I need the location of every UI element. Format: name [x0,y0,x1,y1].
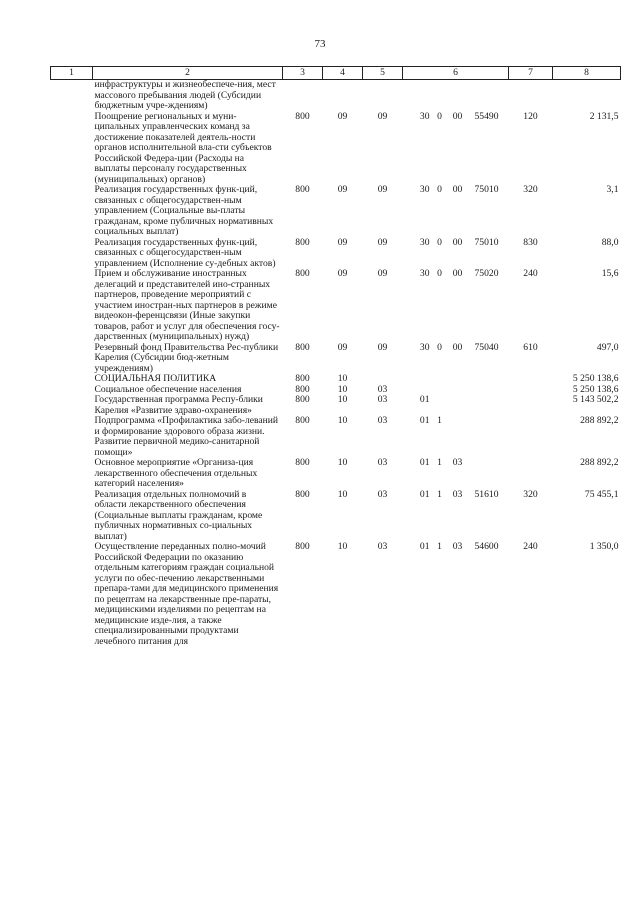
cell-name: Реализация отдельных полномочий в области лекарственного обеспечения (Социальные выплаты гражданам, кроме публичных нормативных со-циальных выплат) [94,488,263,542]
cell-amount: 75 455,1 [584,488,619,500]
cell-col-4: 09 [337,184,348,195]
cell-col-4: 09 [337,236,348,248]
cell-amount: 5 250 138,6 [572,383,619,395]
cell-col-6-part-2: 0 [437,341,442,353]
cell-col-3: 800 [295,457,310,468]
cell-col-7: 610 [523,341,538,353]
table-body [51,80,621,648]
cell-name: Реализация государственных функ-ций, связанных с общегосударствен-ным управлением (Исполнение су-дебных актов) [94,236,276,269]
cell-col-6-part-2 [433,395,447,416]
cell-col-4: 10 [337,488,348,500]
cell-col-1 [51,238,93,270]
cell-col-7: 240 [523,541,538,552]
cell-col-6-part-3: 03 [452,488,463,500]
header-col-6: 6 [403,67,509,80]
cell-col-6-part-4: 75020 [474,268,499,279]
cell-col-4: 10 [337,394,348,405]
cell-col-6-part-2: 1 [437,457,442,468]
cell-col-7 [509,458,553,490]
header-col-1: 1 [51,67,93,80]
header-col-8: 8 [553,67,621,80]
cell-col-6-part-3 [447,395,469,416]
cell-col-5: 09 [377,184,388,195]
cell-amount: 2 131,5 [589,110,619,122]
cell-col-6-part-2 [433,374,447,385]
cell-col-6-part-1: 01 [419,457,430,468]
cell-col-4: 10 [337,457,348,468]
cell-amount: 288 892,2 [580,415,619,426]
table-row [51,80,621,112]
table-row [51,416,621,458]
cell-col-6-part-1 [403,80,433,112]
cell-col-3: 800 [295,415,310,426]
cell-amount: 5 143 502,2 [572,394,619,405]
table-row [51,490,621,543]
cell-col-7: 830 [523,236,538,248]
cell-col-6-part-4: 75010 [474,236,499,248]
cell-name: Государственная программа Респу-блики Карелия «Развитие здраво-охранения» [94,394,263,416]
table-row [51,112,621,186]
cell-col-3: 800 [295,341,310,353]
cell-col-6-part-2: 0 [437,110,442,122]
table-row [51,458,621,490]
cell-col-6-part-4 [469,416,509,458]
cell-col-5: 09 [377,268,388,279]
header-col-3: 3 [283,67,323,80]
cell-col-5: 09 [377,236,388,248]
table-header-row [51,67,621,80]
cell-col-1 [51,374,93,385]
cell-col-6-part-4 [469,385,509,396]
cell-amount: 497,0 [596,341,619,353]
cell-col-6-part-4 [469,374,509,385]
cell-col-5: 03 [377,488,388,500]
cell-col-6-part-3: 00 [452,110,463,122]
cell-col-6-part-2: 1 [437,488,442,500]
cell-col-4: 09 [337,110,348,122]
cell-col-3: 800 [295,268,310,279]
cell-col-7: 120 [523,110,538,122]
cell-name: Резервный фонд Правительства Рес-публики Карелия (Субсидии бюд-жетным учреждениям) [94,341,279,374]
cell-amount: 1 350,0 [589,541,619,552]
cell-col-6-part-1: 30 [419,110,430,122]
cell-col-7 [509,385,553,396]
cell-col-1 [51,385,93,396]
table-row [51,238,621,270]
table-row [51,395,621,416]
cell-col-4: 10 [337,415,348,426]
cell-col-6-part-2: 0 [437,184,442,195]
header-col-5: 5 [363,67,403,80]
cell-col-3: 800 [295,383,310,395]
cell-col-5 [363,80,403,112]
cell-col-7 [509,374,553,385]
cell-col-6-part-3 [447,385,469,396]
cell-col-1 [51,343,93,375]
cell-col-5: 09 [377,341,388,353]
cell-amount: 5 250 138,6 [572,373,619,384]
cell-col-6-part-4: 75010 [474,184,499,195]
cell-col-1 [51,416,93,458]
cell-name: Реализация государственных функ-ций, связанных с общегосударствен-ным управлением (Социальные вы-платы гражданам, кроме публичных нормативных социальных выплат) [94,184,274,237]
cell-col-6-part-1: 01 [419,488,430,500]
cell-col-1 [51,185,93,238]
cell-col-4: 10 [337,373,348,384]
cell-col-6-part-3: 00 [452,184,463,195]
cell-col-6-part-1 [403,374,433,385]
cell-col-1 [51,542,93,647]
cell-col-6-part-1: 30 [419,236,430,248]
cell-col-6-part-3: 03 [452,541,463,552]
table-row [51,269,621,343]
cell-col-5: 03 [377,383,388,395]
cell-col-6-part-1: 01 [419,415,430,426]
budget-table [50,66,621,647]
cell-col-5: 03 [377,415,388,426]
cell-col-1 [51,395,93,416]
cell-col-1 [51,112,93,186]
cell-col-6-part-4: 55490 [474,110,499,122]
cell-col-6-part-4: 75040 [474,341,499,353]
cell-col-7: 320 [523,488,538,500]
cell-col-5: 03 [377,394,388,405]
cell-col-6-part-2: 0 [437,236,442,248]
cell-name: Осуществление переданных полно-мочий Российской Федерации по оказанию отдельным категориям граждан социальной услуги по обес-печению лекарственными препара-тами для медицинского применения по рецептам на лекарственные пре-параты, медицинскими изделиями по рецептам на медицинские изде-лия, а также специализированными продуктами лечебного питания для [94,541,279,647]
cell-col-7 [509,395,553,416]
cell-col-3: 800 [295,236,310,248]
cell-col-1 [51,458,93,490]
cell-col-7 [509,80,553,112]
cell-amount: 15,6 [601,268,619,279]
cell-name: Прием и обслуживание иностранных делегаций и представителей ино-странных партнеров, проведение мероприятий с участием иностран-ных партнеров в режиме видеокон-ференцсвязи (Иные закупки товаров, работ и услуг для обеспечения госу-дарственных (муниципальных) нужд) [94,268,280,342]
cell-col-3: 800 [295,488,310,500]
cell-col-6-part-4 [469,458,509,490]
cell-col-7: 240 [523,268,538,279]
cell-amount [553,80,621,112]
cell-col-6-part-2 [433,80,447,112]
cell-col-4: 09 [337,268,348,279]
cell-col-6-part-4: 51610 [474,488,499,500]
page-number: 73 [314,38,326,50]
cell-col-3: 800 [295,541,310,552]
cell-col-6-part-3: 00 [452,341,463,353]
cell-name: инфраструктуры и жизнеобеспече-ния, мест массового пребывания людей (Субсидии бюджетным учре-ждениям) [94,79,276,111]
cell-name: Социальное обеспечение населения [94,383,242,395]
cell-col-6-part-1: 01 [419,394,430,405]
table-row [51,343,621,375]
cell-col-6-part-3 [447,374,469,385]
cell-col-6-part-1: 30 [419,341,430,353]
cell-col-6-part-2 [433,385,447,396]
cell-col-1 [51,490,93,543]
cell-col-5: 03 [377,457,388,468]
cell-col-6-part-3: 03 [452,457,463,468]
cell-col-3: 800 [295,184,310,195]
cell-col-6-part-1: 30 [419,268,430,279]
table-row [51,185,621,238]
cell-name: Поощрение региональных и муни-ципальных управленческих команд за достижение показателей деятель-ности органов исполнительной вла-сти субъектов Российской Федера-ции (Расходы на выплаты персоналу государственных (муниципальных) органов) [94,110,272,185]
cell-amount: 288 892,2 [580,457,619,468]
header-col-7: 7 [509,67,553,80]
cell-col-7 [509,416,553,458]
cell-col-6-part-3 [447,416,469,458]
cell-col-5 [363,374,403,385]
cell-col-4: 10 [337,383,348,395]
cell-col-6-part-4: 54600 [474,541,499,552]
cell-col-4 [323,80,363,112]
cell-col-6-part-4 [469,80,509,112]
header-col-4: 4 [323,67,363,80]
cell-col-3: 800 [295,373,310,384]
cell-name: Основное мероприятие «Организа-ция лекарственного обеспечения отдельных категорий населения» [94,457,258,489]
cell-amount: 88,0 [601,236,619,248]
cell-col-3: 800 [295,110,310,122]
cell-col-1 [51,269,93,343]
cell-col-5: 03 [377,541,388,552]
cell-col-6-part-2: 1 [437,415,442,426]
cell-col-6-part-1: 01 [419,541,430,552]
cell-col-3: 800 [295,394,310,405]
table-row [51,374,621,385]
cell-col-6-part-3: 00 [452,268,463,279]
cell-col-6-part-1: 30 [419,184,430,195]
cell-col-4: 10 [337,541,348,552]
cell-col-6-part-3 [447,80,469,112]
cell-col-3 [283,80,323,112]
cell-col-7: 320 [523,184,538,195]
cell-col-6-part-4 [469,395,509,416]
cell-col-4: 09 [337,341,348,353]
cell-col-1 [51,80,93,112]
cell-col-6-part-3: 00 [452,236,463,248]
cell-name: СОЦИАЛЬНАЯ ПОЛИТИКА [94,373,217,384]
cell-col-5: 09 [377,110,388,122]
cell-col-6-part-2: 1 [437,541,442,552]
cell-col-6-part-2: 0 [437,268,442,279]
cell-name: Подпрограмма «Профилактика забо-леваний и формирование здорового образа жизни. Развитие первичной медико-санитарной помощи» [94,415,279,458]
table-row [51,542,621,647]
header-col-2: 2 [93,67,283,80]
cell-amount: 3,1 [606,184,619,195]
